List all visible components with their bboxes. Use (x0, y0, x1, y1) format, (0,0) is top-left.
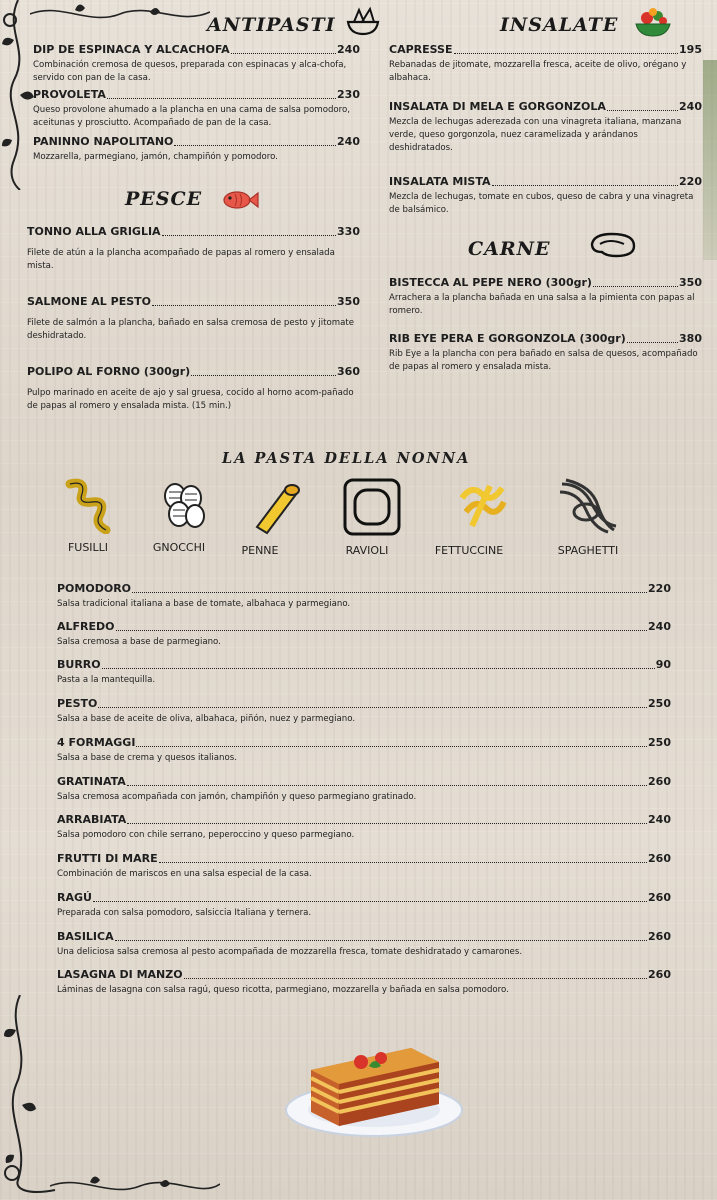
salad-bowl-icon (633, 4, 673, 40)
plant-edge-decoration (703, 60, 717, 260)
pasta-shape-label: PENNE (241, 544, 279, 557)
insalate-item: INSALATA DI MELA E GORGONZOLA 240 Mezcla de lechugas aderezada con una vinagreta italiana, manzana verde, queso gorgonzola, nuez caramelizada y arándanos deshidratados. (389, 100, 702, 153)
pasta-item: RAGÚ 260 Preparada con salsa pomodoro, salsiccia Italiana y ternera. (57, 891, 671, 918)
pasta-shape-label: GNOCCHI (152, 541, 206, 554)
fettuccine-icon (456, 478, 508, 534)
pasta-item: BASILICA 260 Una deliciosa salsa cremosa al pesto acompañada de mozzarella fresca, tomate deshidratado y camarones. (57, 930, 671, 957)
pasta-item: POMODORO 220 Salsa tradicional italiana a base de tomate, albahaca y parmegiano. (57, 582, 671, 609)
pasta-item: BURRO 90 Pasta a la mantequilla. (57, 658, 671, 685)
pasta-title: LA PASTA DELLA NONNA (222, 450, 471, 467)
carne-item: RIB EYE PERA E GORGONZOLA (300gr) 380 Rib Eye a la plancha con pera bañado en salsa de quesos, acompañado de papas al romero y ensalada mista. (389, 332, 702, 372)
pasta-item: PESTO 250 Salsa a base de aceite de oliva, albahaca, piñón, nuez y parmegiano. (57, 697, 671, 724)
antipasti-item: DIP DE ESPINACA Y ALCACHOFA 240 Combinación cremosa de quesos, preparada con espinacas y alca-chofa, servido con pan de la casa. (33, 43, 360, 83)
pasta-shape-label: RAVIOLI (345, 544, 389, 557)
antipasti-item: PANINNO NAPOLITANO 240 Mozzarella, parmegiano, jamón, champiñón y pomodoro. (33, 135, 360, 162)
pesce-item: SALMONE AL PESTO 350 Filete de salmón a la plancha, bañado en salsa cremosa de pesto y jitomate deshidratado. (27, 295, 360, 341)
carne-item: BISTECCA AL PEPE NERO (300gr) 350 Arrachera a la plancha bañada en una salsa a la pimienta con papas al romero. (389, 276, 702, 316)
lasagna-plate-illustration (283, 1030, 465, 1140)
gnocchi-icon (157, 480, 209, 530)
pasta-shape-label: FETTUCCINE (434, 544, 504, 557)
insalate-item: INSALATA MISTA 220 Mezcla de lechugas, tomate en cubos, queso de cabra y una vinagreta de balsámico. (389, 175, 702, 215)
vine-ornament-bottom-border (50, 1170, 220, 1200)
pesce-item: TONNO ALLA GRIGLIA 330 Filete de atún a la plancha acompañado de papas al romero y ensalada mista. (27, 225, 360, 271)
pesce-title: PESCE (125, 188, 203, 210)
pasta-item: FRUTTI DI MARE 260 Combinación de mariscos en una salsa especial de la casa. (57, 852, 671, 879)
pasta-item: ALFREDO 240 Salsa cremosa a base de parmegiano. (57, 620, 671, 647)
insalate-title: INSALATE (500, 14, 619, 36)
pasta-item: ARRABIATA 240 Salsa pomodoro con chile serrano, peperoccino y queso parmegiano. (57, 813, 671, 840)
antipasti-title: ANTIPASTI (207, 14, 336, 36)
pasta-item: 4 FORMAGGI 250 Salsa a base de crema y quesos italianos. (57, 736, 671, 763)
vine-ornament-top-border (30, 0, 210, 28)
nachos-bowl-icon (345, 6, 381, 38)
pasta-item: LASAGNA DI MANZO 260 Láminas de lasagna con salsa ragú, queso ricotta, parmegiano, mozzarella y bañada en salsa pomodoro. (57, 968, 671, 995)
pesce-item: POLIPO AL FORNO (300gr) 360 Pulpo marinado en aceite de ajo y sal gruesa, cocido al horno acom-pañado de papas al romero y ensalada mista. (15 min.) (27, 365, 360, 411)
insalate-item: CAPRESSE 195 Rebanadas de jitomate, mozzarella fresca, aceite de olivo, orégano y albahaca. (389, 43, 702, 83)
pasta-shape-label: FUSILLI (67, 541, 109, 554)
fish-icon (222, 188, 260, 212)
carne-title: CARNE (468, 238, 551, 260)
penne-icon (243, 477, 303, 537)
pasta-shape-label: SPAGHETTI (557, 544, 619, 557)
pasta-item: GRATINATA 260 Salsa cremosa acompañada con jamón, champiñón y queso parmegiano gratinado. (57, 775, 671, 802)
fusilli-icon (62, 478, 112, 534)
antipasti-item: PROVOLETA 230 Queso provolone ahumado a la plancha en una cama de salsa pomodoro, aceitunas y prosciutto. Acompañado de pan de la casa. (33, 88, 360, 128)
ravioli-icon (341, 476, 403, 538)
spaghetti-icon (556, 474, 618, 536)
steak-icon (588, 230, 638, 260)
